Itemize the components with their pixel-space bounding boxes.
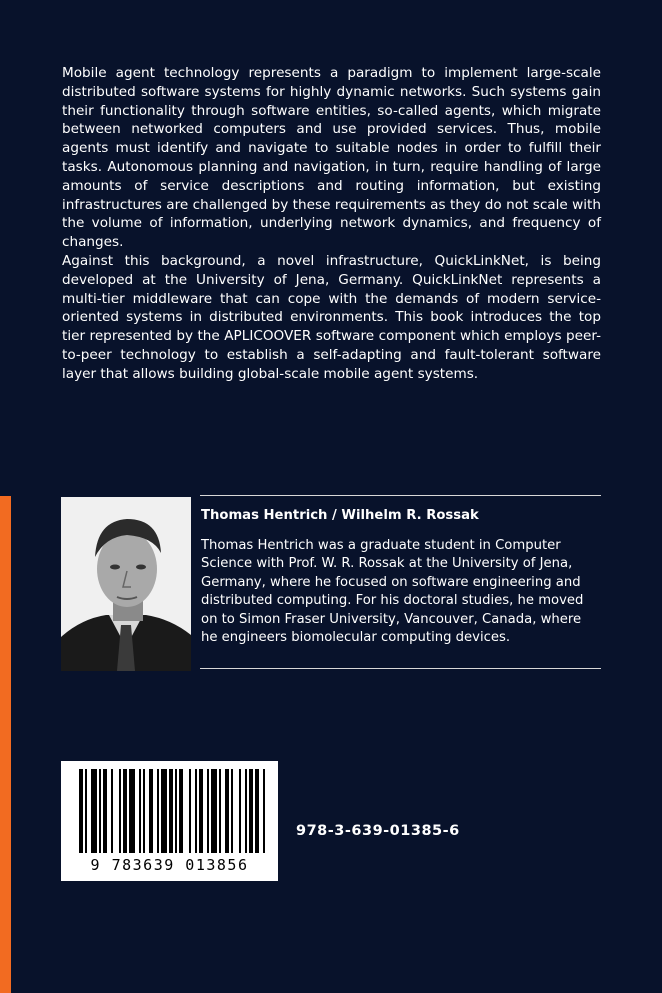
barcode-bar bbox=[169, 769, 173, 853]
barcode-bar bbox=[195, 769, 197, 853]
blurb-paragraph-1: Mobile agent technology represents a paradigm to implement large-scale distributed software systems for highly dynamic networks. Such systems gain their functionality through software entities, so-called agents, which migrate between networked computers and use provided services. Thus, mobile agents must identify and navigate to suitable nodes in order to fulfill their tasks. Autonomous planning and navigation, in turn, require handling of large amounts of service descriptions and routing information, but existing infrastructures are challenged by these requirements as they do not scale with the volume of information, underlying network dynamics, and frequency of changes. bbox=[62, 65, 601, 251]
author-divider-top bbox=[200, 495, 601, 496]
barcode-bar bbox=[231, 769, 233, 853]
barcode-bar bbox=[79, 769, 83, 853]
barcode-bar bbox=[139, 769, 141, 853]
barcode-bar bbox=[161, 769, 167, 853]
accent-side-bar bbox=[0, 496, 11, 993]
barcode-bar bbox=[91, 769, 97, 853]
barcode-bar bbox=[85, 769, 87, 853]
author-divider-bottom bbox=[200, 668, 601, 669]
barcode-bar bbox=[103, 769, 107, 853]
barcode-bar bbox=[111, 769, 113, 853]
barcode-bar bbox=[149, 769, 153, 853]
barcode-bar bbox=[99, 769, 101, 853]
back-cover-blurb bbox=[62, 64, 601, 384]
author-biography: Thomas Hentrich was a graduate student in Computer Science with Prof. W. R. Rossak at the University of Jena, Germany, where he focused on software engineering and distributed computing. For his doctoral studies, he moved on to Simon Fraser University, Vancouver, Canada, where he engineers biomolecular computing devices. bbox=[201, 538, 584, 646]
isbn-barcode bbox=[61, 761, 278, 881]
barcode-bar bbox=[263, 769, 265, 853]
barcode-bar bbox=[207, 769, 209, 853]
barcode-bar bbox=[249, 769, 253, 853]
barcode-digits: 9 783639 013856 bbox=[90, 856, 249, 874]
barcode-bar bbox=[119, 769, 121, 853]
barcode-bar bbox=[255, 769, 259, 853]
barcode-bar bbox=[245, 769, 247, 853]
barcode-bar bbox=[219, 769, 221, 853]
author-section bbox=[61, 495, 601, 675]
blurb-paragraph-2: Against this background, a novel infrastructure, QuickLinkNet, is being developed at the University of Jena, Germany. QuickLinkNet represents a multi-tier middleware that can cope with the demands of modern service-oriented systems in distributed environments. This book introduces the top tier represented by the APLICOOVER software component which employs peer-to-peer technology to establish a self-adapting and fault-tolerant software layer that allows building global-scale mobile agent systems. bbox=[62, 252, 601, 382]
barcode-bar bbox=[129, 769, 135, 853]
barcode-bar bbox=[175, 769, 177, 853]
barcode-bar bbox=[199, 769, 203, 853]
barcode-bar bbox=[239, 769, 241, 853]
barcode-bars bbox=[61, 761, 278, 857]
barcode-bar bbox=[179, 769, 183, 853]
barcode-bar bbox=[123, 769, 127, 853]
author-photo bbox=[61, 497, 191, 671]
barcode-bar bbox=[211, 769, 217, 853]
barcode-bar bbox=[189, 769, 191, 853]
barcode-bar bbox=[143, 769, 145, 853]
author-names: Thomas Hentrich / Wilhelm R. Rossak bbox=[201, 508, 479, 523]
barcode-bar bbox=[225, 769, 229, 853]
isbn-number: 978-3-639-01385-6 bbox=[296, 823, 460, 839]
barcode-bar bbox=[157, 769, 159, 853]
